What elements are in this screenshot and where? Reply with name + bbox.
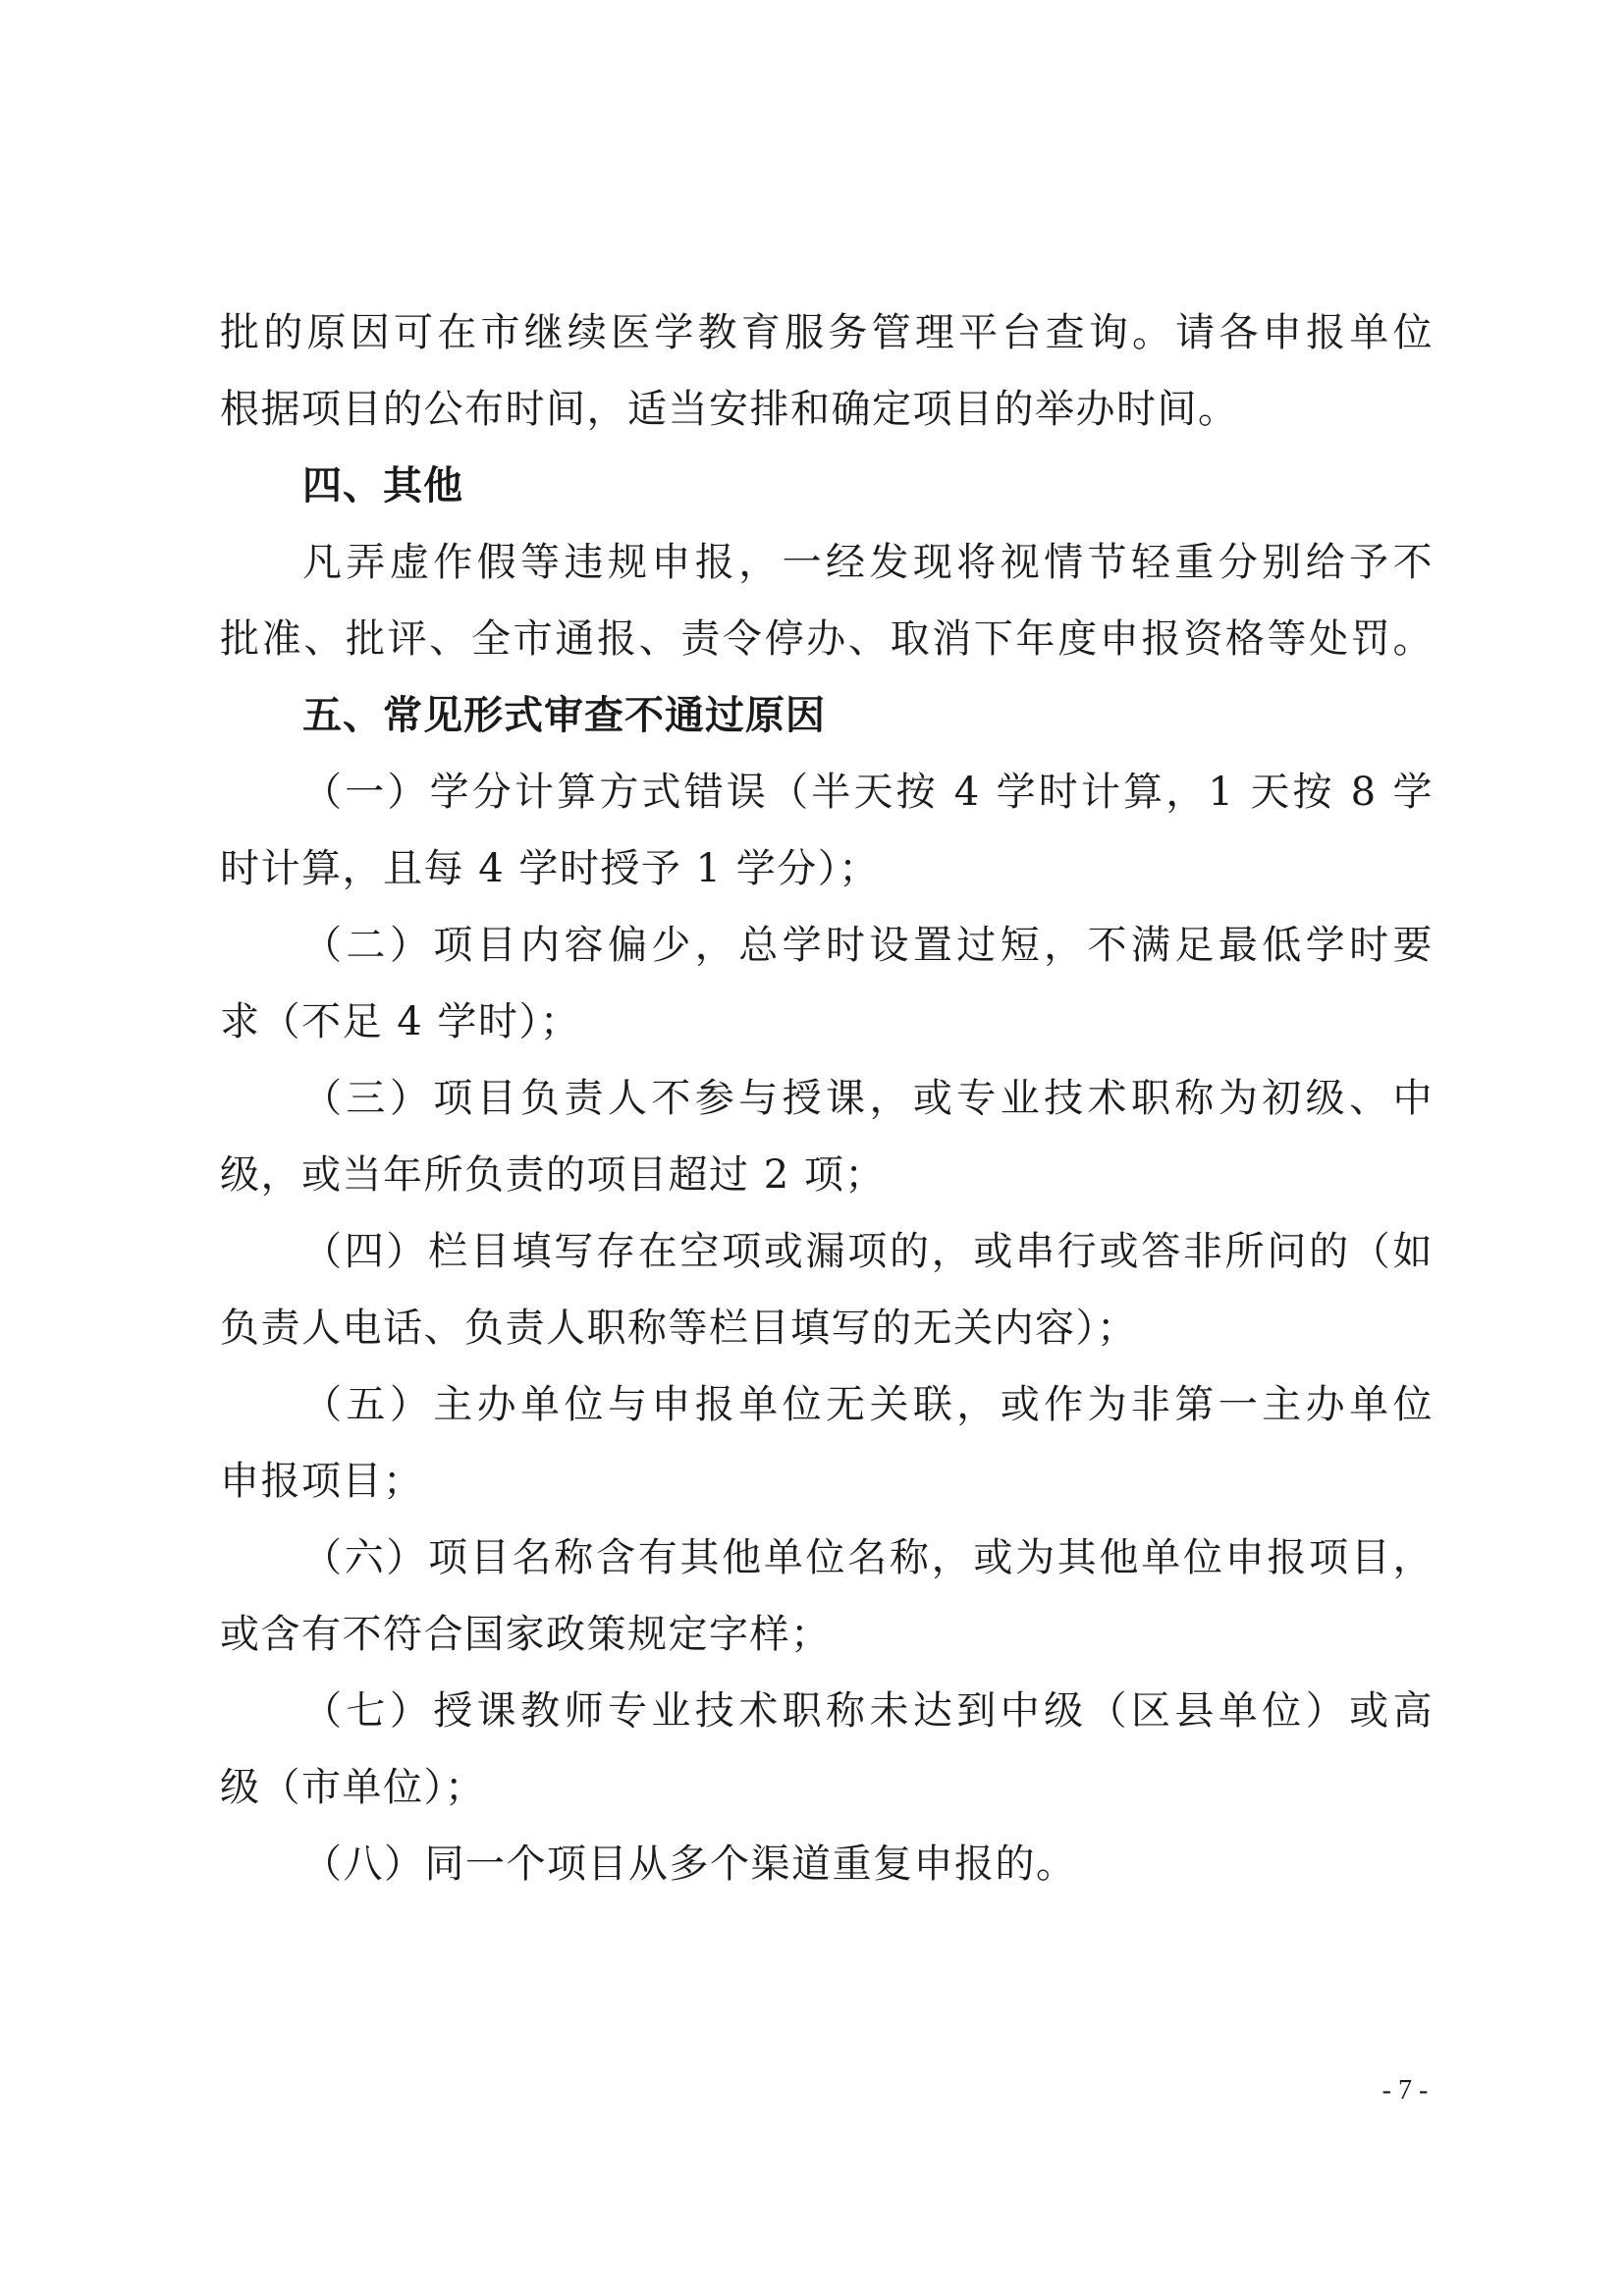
section-heading-reasons: 五、常见形式审查不通过原因 (302, 693, 826, 738)
list-item-line: （四）栏目填写存在空项或漏项的，或串行或答非所问的（如 (302, 1229, 1434, 1274)
list-item-line: 申报项目； (220, 1459, 424, 1504)
list-item-line: （八）同一个项目从多个渠道重复申报的。 (302, 1842, 1077, 1887)
list-item-line: （一）学分计算方式错误（半天按 4 学时计算，1 天按 8 学 (302, 770, 1434, 815)
paragraph-line: 批的原因可在市继续医学教育服务管理平台查询。请各申报单位 (220, 310, 1434, 355)
list-item-line: （七）授课教师专业技术职称未达到中级（区县单位）或高 (302, 1688, 1434, 1734)
list-item-line: 级（市单位）； (220, 1765, 486, 1810)
paragraph-line: 批准、批评、全市通报、责令停办、取消下年度申报资格等处罚。 (220, 616, 1434, 662)
list-item-line: 时计算，且每 4 学时授予 1 学分）； (220, 846, 880, 891)
list-item-line: （二）项目内容偏少，总学时设置过短，不满足最低学时要 (302, 923, 1434, 968)
paragraph-line: 根据项目的公布时间，适当安排和确定项目的举办时间。 (220, 387, 1239, 432)
page-number: - 7 - (1381, 2075, 1429, 2106)
list-item-line: 或含有不符合国家政策规定字样； (220, 1612, 832, 1657)
list-item-line: 级，或当年所负责的项目超过 2 项； (220, 1152, 886, 1198)
list-item-line: （三）项目负责人不参与授课，或专业技术职称为初级、中 (302, 1076, 1434, 1121)
list-item-line: （五）主办单位与申报单位无关联，或作为非第一主办单位 (302, 1382, 1434, 1427)
section-heading-other: 四、其他 (302, 463, 463, 508)
document-body (220, 294, 1434, 1902)
list-item-line: 求（不足 4 学时）； (220, 999, 581, 1044)
list-item-line: （六）项目名称含有其他单位名称，或为其他单位申报项目， (302, 1535, 1434, 1580)
paragraph-line: 凡弄虚作假等违规申报，一经发现将视情节轻重分别给予不 (302, 540, 1434, 585)
list-item-line: 负责人电话、负责人职称等栏目填写的无关内容）； (220, 1306, 1138, 1351)
